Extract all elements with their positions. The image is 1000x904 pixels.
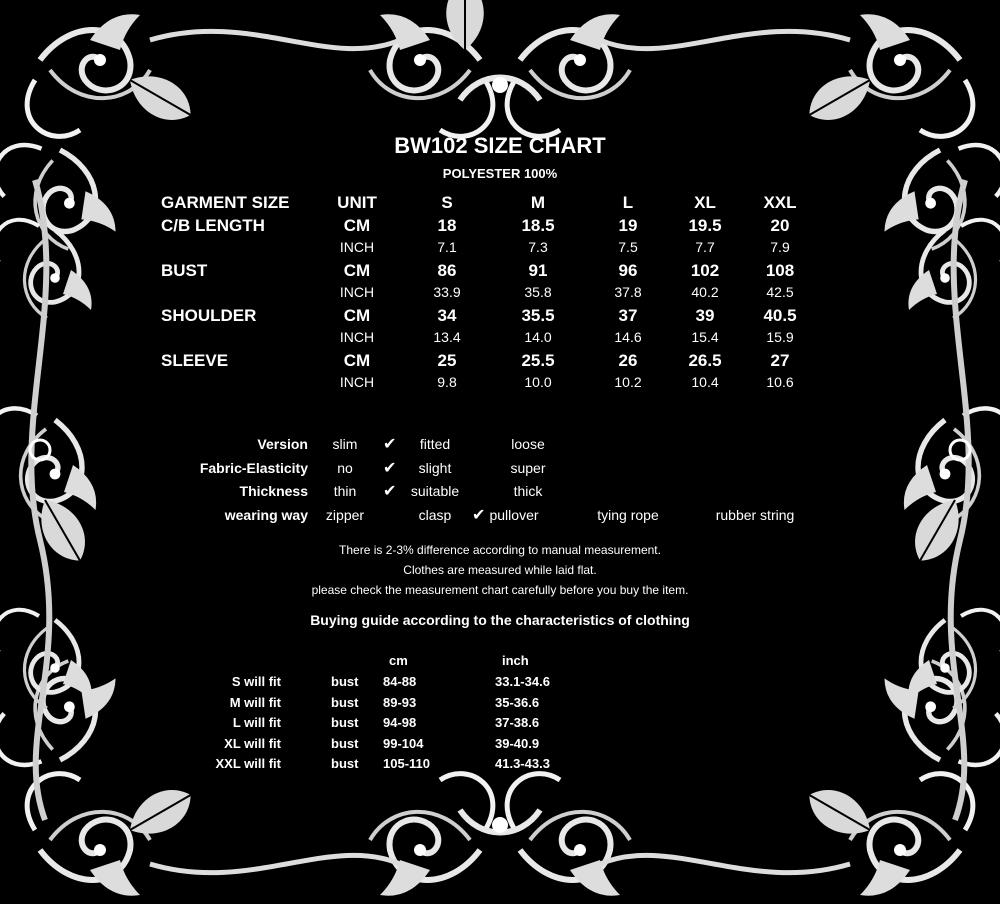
inch-value: 10.4 (691, 374, 719, 390)
guide-fit: S will fit (231, 674, 281, 689)
guide-part: bust (331, 756, 359, 771)
attribute-option: suitable (410, 483, 460, 499)
inch-value: 13.4 (433, 329, 461, 345)
unit-cm: CM (343, 351, 371, 370)
inch-value: 7.3 (528, 239, 548, 255)
unit-cm: CM (343, 306, 371, 325)
size-header: L (622, 193, 634, 212)
unit-inch: INCH (339, 239, 375, 255)
cm-value: 34 (437, 306, 457, 325)
unit-cm: CM (343, 261, 371, 280)
cm-value: 20 (770, 216, 790, 235)
cm-value: 18.5 (521, 216, 555, 235)
attribute-option: thick (513, 483, 543, 499)
attribute-option: slim (332, 436, 358, 452)
note-line: Clothes are measured while laid flat. (403, 563, 597, 577)
inch-value: 9.8 (437, 374, 457, 390)
material-subtitle: POLYESTER 100% (442, 166, 558, 181)
cm-value: 96 (618, 261, 638, 280)
measure-label: C/B LENGTH (161, 216, 265, 235)
size-header: XXL (763, 193, 797, 212)
attribute-option: pullover (489, 506, 539, 523)
header-unit: UNIT (337, 193, 377, 212)
cm-value: 35.5 (521, 306, 555, 325)
inch-value: 7.1 (437, 239, 457, 255)
guide-inch: 35-36.6 (495, 694, 540, 710)
attribute-option: tying rope (597, 506, 659, 523)
inch-value: 33.9 (433, 284, 461, 300)
attribute-option: slight (418, 459, 452, 476)
header-label: GARMENT SIZE (161, 193, 290, 212)
guide-part: bust (331, 715, 359, 730)
inch-value: 37.8 (614, 284, 642, 300)
cm-value: 102 (690, 261, 720, 280)
cm-value: 19.5 (688, 216, 722, 235)
attribute-option: no (337, 459, 353, 476)
guide-cm: 84-88 (383, 674, 417, 689)
measure-label: SLEEVE (161, 351, 229, 370)
attribute-option: rubber string (715, 506, 795, 523)
cm-value: 39 (695, 306, 715, 325)
guide-col-inch: inch (502, 653, 529, 668)
guide-part: bust (331, 735, 359, 751)
unit-cm: CM (343, 216, 371, 235)
guide-cm: 99-104 (383, 735, 424, 751)
attribute-option: fitted (419, 436, 451, 452)
attribute-label: wearing way (224, 506, 308, 523)
inch-value: 40.2 (691, 284, 719, 300)
inch-value: 10.2 (614, 374, 642, 390)
guide-part: bust (331, 694, 359, 710)
cm-value: 18 (437, 216, 457, 235)
guide-inch: 39-40.9 (495, 735, 540, 751)
unit-inch: INCH (339, 329, 375, 345)
cm-value: 91 (528, 261, 548, 280)
note-line: There is 2-3% difference according to manual measurement. (339, 543, 661, 557)
guide-fit: XL will fit (224, 735, 281, 751)
size-header: XL (694, 193, 716, 212)
attribute-label: Version (257, 436, 308, 452)
cm-value: 108 (765, 261, 795, 280)
attribute-option: clasp (418, 506, 452, 523)
check-icon: ✔ (472, 506, 486, 524)
inch-value: 15.9 (766, 329, 794, 345)
unit-inch: INCH (339, 374, 375, 390)
cm-value: 25 (437, 351, 457, 370)
guide-inch: 41.3-43.3 (495, 756, 550, 771)
guide-fit: L will fit (232, 715, 281, 730)
check-icon: ✔ (383, 436, 397, 453)
attribute-label: Thickness (239, 483, 308, 499)
cm-value: 37 (618, 306, 638, 325)
attribute-option: thin (333, 483, 357, 499)
measure-label: SHOULDER (161, 306, 257, 325)
cm-value: 86 (437, 261, 457, 280)
size-header: S (441, 193, 453, 212)
guide-col-cm: cm (389, 653, 408, 668)
guide-cm: 89-93 (383, 694, 417, 710)
inch-value: 15.4 (691, 329, 719, 345)
cm-value: 19 (618, 216, 638, 235)
inch-value: 14.0 (524, 329, 552, 345)
cm-value: 25.5 (521, 351, 555, 370)
inch-value: 7.7 (695, 239, 715, 255)
inch-value: 42.5 (766, 284, 794, 300)
attribute-option: zipper (325, 506, 365, 523)
chart-title: BW102 SIZE CHART (394, 133, 606, 158)
size-header: M (530, 193, 546, 212)
inch-value: 35.8 (524, 284, 552, 300)
cm-value: 26.5 (688, 351, 722, 370)
guide-cm: 94-98 (383, 715, 417, 730)
inch-value: 10.0 (524, 374, 552, 390)
guide-part: bust (331, 674, 359, 689)
attribute-label: Fabric-Elasticity (199, 459, 308, 476)
cm-value: 26 (618, 351, 638, 370)
measure-label: BUST (161, 261, 208, 280)
attribute-option: super (510, 459, 546, 476)
note-line: please check the measurement chart carefully before you buy the item. (311, 583, 689, 597)
guide-title: Buying guide according to the characteristics of clothing (310, 612, 690, 628)
guide-fit: M will fit (229, 694, 281, 710)
attribute-option: loose (511, 436, 545, 452)
unit-inch: INCH (339, 284, 375, 300)
guide-cm: 105-110 (383, 756, 430, 771)
guide-inch: 33.1-34.6 (495, 674, 550, 689)
cm-value: 27 (770, 351, 790, 370)
cm-value: 40.5 (763, 306, 797, 325)
check-icon: ✔ (383, 459, 397, 477)
guide-fit: XXL will fit (215, 756, 281, 771)
guide-inch: 37-38.6 (495, 715, 540, 730)
inch-value: 14.6 (614, 329, 642, 345)
check-icon: ✔ (383, 483, 397, 500)
inch-value: 10.6 (766, 374, 794, 390)
inch-value: 7.9 (770, 239, 790, 255)
inch-value: 7.5 (618, 239, 638, 255)
